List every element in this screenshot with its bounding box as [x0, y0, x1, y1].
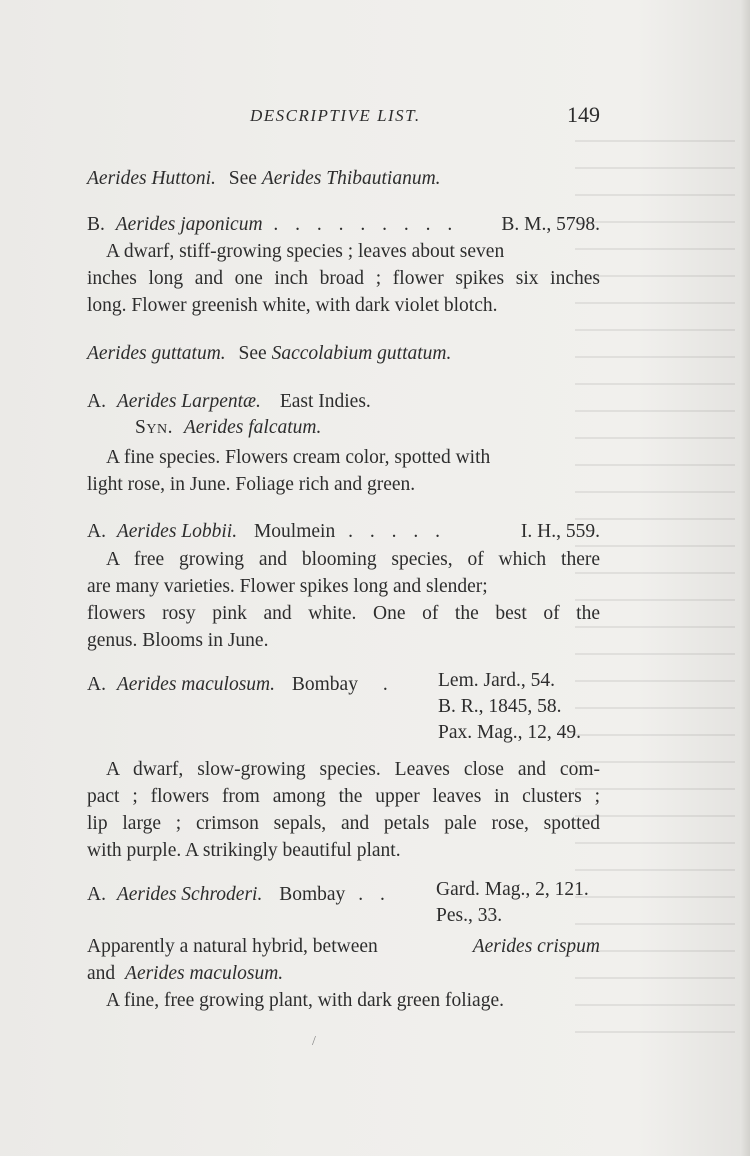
class-prefix: A. — [87, 674, 106, 695]
description-line: are many varieties. Flower spikes long and slender; — [87, 576, 488, 597]
entry-japonicum-heading — [87, 213, 600, 237]
class-prefix: B. — [87, 214, 105, 235]
species-name: Aerides japonicum — [115, 214, 263, 235]
class-prefix: A. — [87, 521, 106, 542]
description-text: Apparently a natural hybrid, between — [87, 936, 378, 957]
reference: I. H., 559. — [520, 521, 600, 542]
description-text: and — [87, 963, 116, 984]
species-name: Aerides maculosum. — [125, 963, 284, 984]
class-prefix: A. — [87, 884, 106, 905]
leader-dots: . . . . . . . . . — [273, 214, 459, 235]
reference: Gard. Mag., 2, 121. — [436, 879, 589, 900]
entry-schroderi-heading — [87, 883, 391, 907]
see-text: See — [238, 343, 267, 364]
description-line — [87, 935, 600, 959]
class-prefix: A. — [87, 391, 106, 412]
running-header: DESCRIPTIVE LIST. — [250, 106, 421, 125]
description-line: pact ; flowers from among the upper leaves in clusters ; — [87, 786, 600, 807]
species-name: Aerides guttatum. — [87, 343, 226, 364]
description-line: inches long and one inch broad ; flower spikes six inches — [87, 268, 600, 289]
origin: Moulmein — [253, 521, 336, 542]
description-line: A fine, free growing plant, with dark green foliage. — [106, 990, 504, 1011]
page-number: 149 — [567, 102, 600, 127]
species-name: Aerides crispum — [472, 936, 600, 957]
ink-mark: / — [312, 1034, 316, 1049]
synonym-line — [135, 416, 321, 440]
description-line: flowers rosy pink and white. One of the best of the — [87, 603, 600, 624]
synonym-name: Aerides falcatum. — [183, 417, 322, 438]
species-name: Aerides Huttoni. — [87, 168, 216, 189]
description-line — [87, 962, 283, 986]
origin: East Indies. — [279, 391, 371, 412]
reference: B. R., 1845, 58. — [438, 696, 562, 717]
entry-guttatum — [87, 342, 451, 366]
entry-larpentae-heading — [87, 390, 371, 414]
cross-reference: Saccolabium guttatum. — [271, 343, 452, 364]
reference: Pes., 33. — [436, 905, 503, 926]
reference: Pax. Mag., 12, 49. — [438, 722, 581, 743]
description-line: A free growing and blooming species, of which there — [106, 549, 600, 570]
page-edge — [740, 0, 750, 1156]
origin: Bombay — [291, 674, 358, 695]
species-name: Aerides maculosum. — [116, 674, 275, 695]
leader-dots: . . — [358, 884, 391, 905]
entry-huttoni — [87, 167, 441, 191]
entry-maculosum-heading — [87, 673, 388, 697]
species-name: Aerides Larpentæ. — [116, 391, 261, 412]
description-line: A dwarf, stiff-growing species ; leaves about seven — [106, 241, 505, 262]
description-line: long. Flower greenish white, with dark violet blotch. — [87, 295, 498, 316]
description-line: light rose, in June. Foliage rich and green. — [87, 474, 416, 495]
synonym-label: Syn. — [135, 417, 173, 438]
species-name: Aerides Lobbii. — [116, 521, 238, 542]
leader-dots: . — [382, 674, 388, 695]
description-line: A dwarf, slow-growing species. Leaves close and com- — [106, 759, 600, 780]
description-line: A fine species. Flowers cream color, spotted with — [106, 447, 491, 468]
reference: B. M., 5798. — [501, 214, 600, 235]
origin: Bombay — [279, 884, 346, 905]
see-text: See — [228, 168, 257, 189]
leader-dots: . . . . . — [348, 521, 446, 542]
description-line: lip large ; crimson sepals, and petals pale rose, spotted — [87, 813, 600, 834]
description-line: with purple. A strikingly beautiful plant. — [87, 840, 401, 861]
entry-lobbii-heading — [87, 520, 600, 544]
species-name: Aerides Schroderi. — [116, 884, 263, 905]
description-line: genus. Blooms in June. — [87, 630, 269, 651]
cross-reference: Aerides Thibautianum. — [261, 168, 441, 189]
reference: Lem. Jard., 54. — [438, 670, 555, 691]
